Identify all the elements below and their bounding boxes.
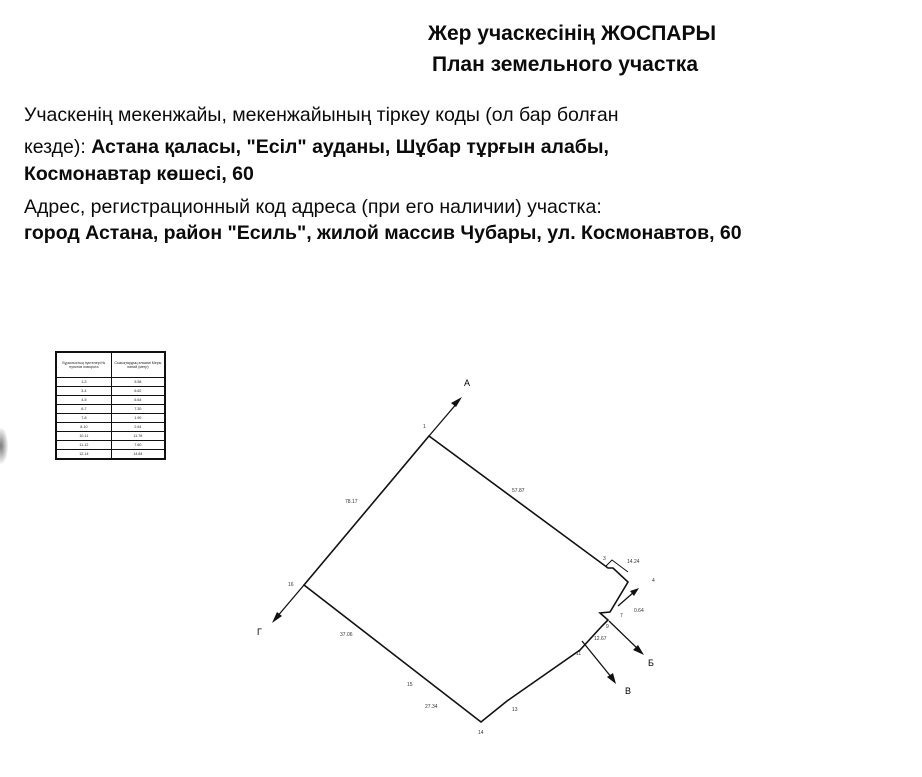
table-cell-points: 4-5 (57, 396, 112, 405)
dimension-label-16-15: 37.06 (340, 632, 353, 638)
table-cell-length: 7.60 (111, 441, 164, 450)
point-label-3: 3 (603, 556, 606, 562)
address-kz-label-line1: Учаскенің мекенжайы, мекенжайының тіркеу коды (ол бар болған (24, 104, 619, 126)
point-label-15: 15 (407, 682, 413, 688)
table-cell-points: 12-14 (57, 450, 112, 459)
point-label-16: 16 (288, 582, 294, 588)
direction-label-b: Б (648, 658, 654, 668)
table-header-lengths: Сызықтардың өлшемі Меры линий (метр) (111, 353, 164, 378)
table-cell-points: 8-10 (57, 423, 112, 432)
parcel-outline (304, 436, 628, 722)
point-label-4: 4 (652, 578, 655, 584)
dimension-label-9-11: 12.67 (594, 636, 607, 642)
direction-label-a: А (464, 378, 471, 388)
dimension-label-15-14: 27.34 (425, 704, 438, 710)
parcel-notch-detail (606, 560, 628, 572)
table-cell-length: 6.62 (111, 387, 164, 396)
direction-label-g: Г (257, 627, 262, 637)
table-cell-points: 6-7 (57, 405, 112, 414)
point-label-1: 1 (423, 424, 426, 430)
table-cell-length: 5.58 (111, 378, 164, 387)
point-label-9: 9 (606, 624, 609, 630)
point-label-14: 14 (478, 730, 484, 736)
table-cell-points: 3-4 (57, 387, 112, 396)
direction-arrow-b (609, 621, 644, 655)
direction-arrow-point4 (618, 588, 639, 606)
title-ru: План земельного участка (431, 53, 699, 76)
dimension-label-1-3: 57.87 (512, 488, 525, 494)
table-cell-points: 1-3 (57, 378, 112, 387)
direction-arrow-a (429, 397, 462, 436)
address-kz-value-line1: Астана қаласы, "Есіл" ауданы, Шұбар тұрғын алабы, (91, 136, 609, 158)
table-cell-length: 2.64 (111, 423, 164, 432)
point-label-7: 7 (620, 613, 623, 619)
table-cell-points: 7-8 (57, 414, 112, 423)
table-cell-length: 11.78 (111, 432, 164, 441)
point-label-11: 11 (576, 651, 582, 657)
direction-arrow-g (272, 585, 304, 623)
direction-label-v: В (625, 686, 632, 696)
dimension-label-1-16: 78.17 (345, 499, 358, 505)
direction-arrow-v (582, 641, 616, 684)
address-ru-value: город Астана, район "Есиль", жилой массив Чубары, ул. Космонавтов, 60 (24, 222, 742, 244)
title-kz: Жер учаскесінің ЖОСПАРЫ (427, 22, 717, 45)
table-cell-length: 1.90 (111, 414, 164, 423)
table-cell-points: 10-11 (57, 432, 112, 441)
table-cell-points: 11-12 (57, 441, 112, 450)
table-cell-length: 7.30 (111, 405, 164, 414)
address-kz-label-line2: кезде): (24, 136, 92, 158)
address-kz-value-line2: Космонавтар көшесі, 60 (24, 163, 254, 185)
point-label-13: 13 (512, 707, 518, 713)
table-cell-length: 6.64 (111, 396, 164, 405)
dimension-label-3-4: 14.24 (627, 559, 640, 565)
address-ru-label: Адрес, регистрационный код адреса (при его наличии) участка: (24, 196, 602, 218)
dimension-label-4-7: 0.64 (634, 608, 644, 614)
table-cell-length: 14.84 (111, 450, 164, 459)
table-header-points: Бұрылыстың нүктелері № пунктов поворота (57, 353, 112, 378)
